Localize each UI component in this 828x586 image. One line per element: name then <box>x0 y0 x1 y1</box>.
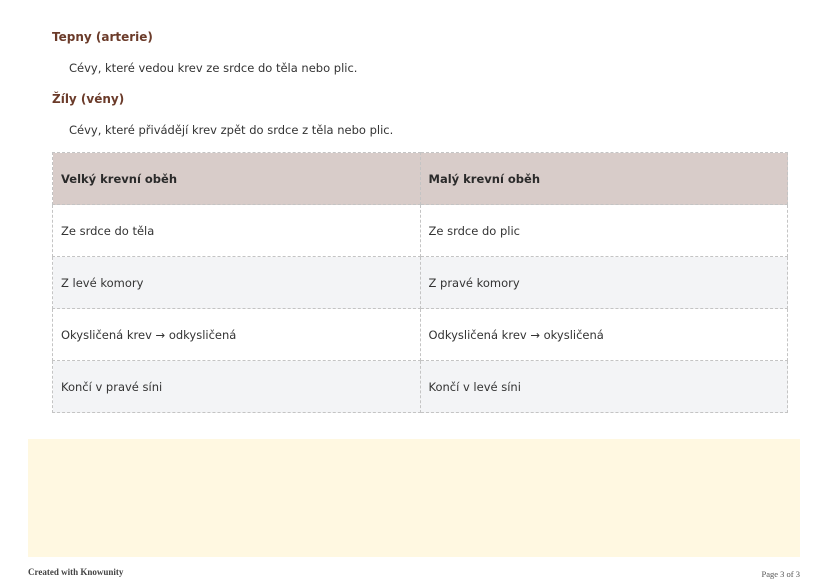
table-row <box>53 257 788 309</box>
table-cell: Okysličená krev → odkysličená <box>53 309 421 361</box>
column-header-systemic: Velký krevní oběh <box>53 153 421 205</box>
circulation-comparison-table <box>52 152 788 413</box>
term-heading-veins: Žíly (vény) <box>52 92 125 106</box>
table-cell: Ze srdce do těla <box>53 205 421 257</box>
footer-created-with: Created with Knowunity <box>28 567 124 577</box>
table-row <box>53 309 788 361</box>
table-cell: Z levé komory <box>53 257 421 309</box>
term-heading-arteries: Tepny (arterie) <box>52 30 153 44</box>
table-cell: Končí v levé síni <box>420 361 788 413</box>
table-cell: Odkysličená krev → okysličená <box>420 309 788 361</box>
table-cell: Končí v pravé síni <box>53 361 421 413</box>
column-header-pulmonary: Malý krevní oběh <box>420 153 788 205</box>
table-cell: Z pravé komory <box>420 257 788 309</box>
term-description-veins: Cévy, které přivádějí krev zpět do srdce z těla nebo plic. <box>69 123 394 137</box>
table-row <box>53 361 788 413</box>
empty-note-box <box>28 439 800 557</box>
table-cell: Ze srdce do plic <box>420 205 788 257</box>
table-row <box>53 205 788 257</box>
term-description-arteries: Cévy, které vedou krev ze srdce do těla nebo plic. <box>69 61 358 75</box>
table-header-row <box>53 153 788 205</box>
footer-page-number: Page 3 of 3 <box>761 569 800 579</box>
